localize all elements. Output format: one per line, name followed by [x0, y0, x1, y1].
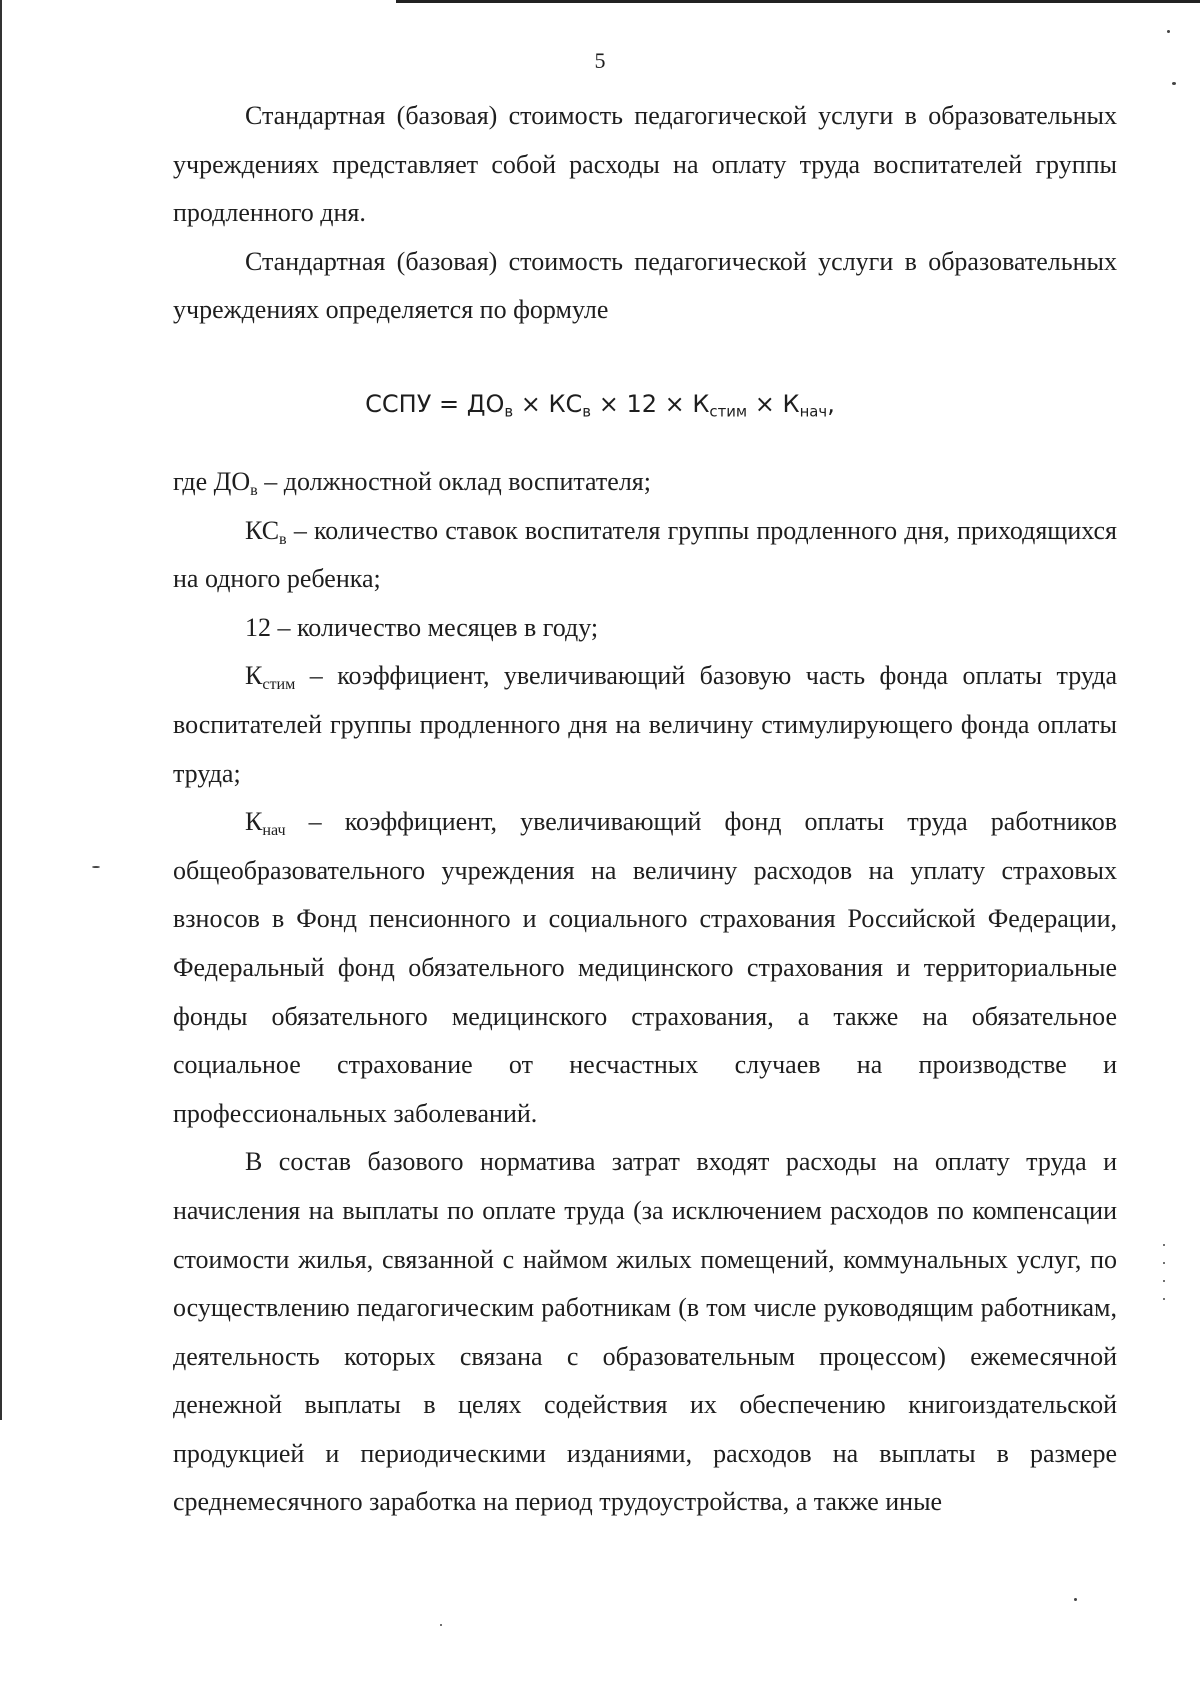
scan-speck: [1074, 1598, 1077, 1601]
scan-speck: [1163, 1280, 1165, 1282]
definitions-block: [173, 458, 1117, 1527]
formula-lhs: ССПУ: [365, 390, 432, 418]
formula: ССПУ = $ДО_в \times КС_в \times 12 \times К_{стим} \times К_{нач}$,: [365, 390, 835, 421]
formula-kstim: К: [692, 390, 710, 418]
scan-edge-top: [396, 0, 1200, 3]
definition-do: где $ДО_в$ – должностной оклад воспитателя;: [173, 467, 651, 499]
definition-12: 12 – количество месяцев в году;: [245, 612, 599, 642]
intro-block: [173, 92, 1117, 335]
scan-speck: [440, 1624, 442, 1626]
definition-kstim: $К_{стим}$ – коэффициент, увеличивающий базовую часть фонда оплаты труда воспитателей группы продленного дня на величину стимулирующего фонда оплаты труда;: [173, 661, 1117, 788]
scan-speck: [1163, 1244, 1165, 1246]
paragraph-cost-composition: В состав базового норматива затрат входят расходы на оплату труда и начисления на выплаты по оплате труда (за исключением расходов по компенсации стоимости жилья, связанной с наймом жилых помещений, коммунальных услуг, по осуществлению педагогическим работникам (в том числе руководящим работникам, деятельность которых связана с образовательным процессом) ежемесячной денежной выплаты в целях содействия их обеспечению книгоиздательской продукцией и периодическими изданиями, расходов на выплаты в размере среднемесячного заработка на период трудоустройства, а также иные: [173, 1147, 1117, 1517]
scan-edge-left: [0, 0, 2, 1420]
paragraph-definition: Стандартная (базовая) стоимость педагогической услуги в образовательных учреждениях представляет собой расходы на оплату труда воспитателей группы продленного дня.: [173, 101, 1117, 228]
scan-speck: [1172, 82, 1176, 85]
scan-speck: [1163, 1298, 1165, 1300]
paragraph-formula-intro: Стандартная (базовая) стоимость педагогической услуги в образовательных учреждениях определяется по формуле: [173, 246, 1117, 325]
scan-speck: [92, 866, 100, 868]
scan-speck: [1163, 1262, 1165, 1264]
page-number: 5: [594, 48, 606, 73]
definition-ks: $КС_в$ – количество ставок воспитателя группы продленного дня, приходящихся на одного ребенка;: [173, 515, 1117, 594]
scan-speck: [1167, 30, 1170, 33]
formula-ks: КС: [548, 390, 583, 418]
formula-knach: К: [782, 390, 800, 418]
formula-do: ДО: [466, 390, 505, 418]
definition-knach: $К_{нач}$ – коэффициент, увеличивающий фонд оплаты труда работников общеобразовательного учреждения на величину расходов на уплату страховых взносов в Фонд пенсионного и социального страхования Российской Федерации, Федеральный фонд обязательного медицинского страхования и территориальные фонды обязательного медицинского страхования, а также на обязательное социальное страхование от несчастных случаев на производстве и профессиональных заболеваний.: [173, 807, 1117, 1128]
